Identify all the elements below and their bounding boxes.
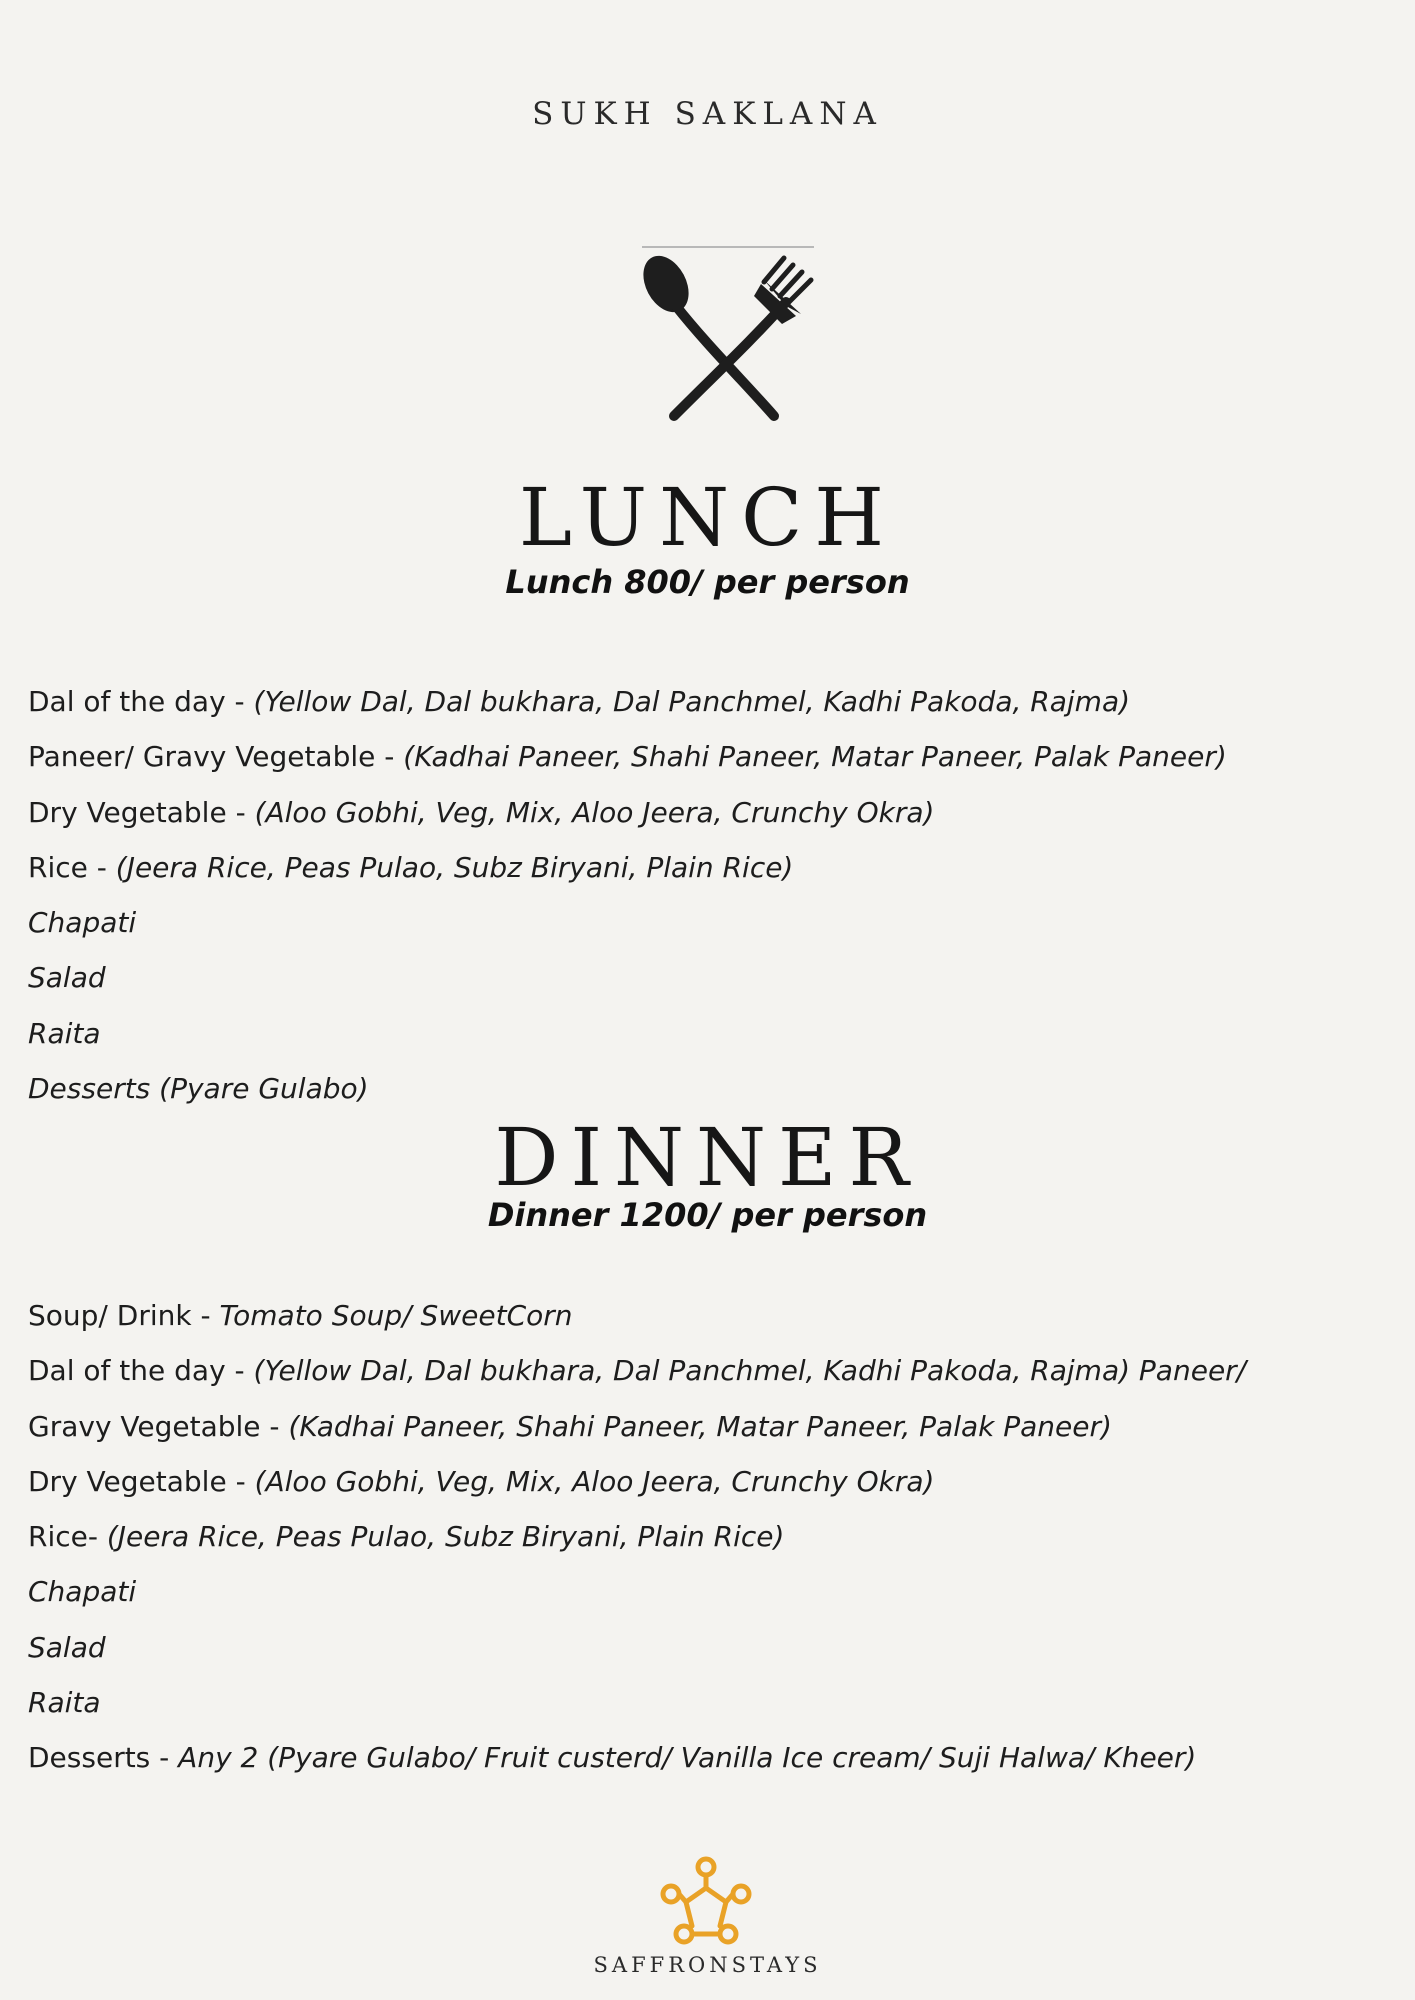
lunch-title: LUNCH — [518, 471, 897, 564]
list-item: Dal of the day - (Yellow Dal, Dal bukhara, Dal Panchmel, Kadhi Pakoda, Rajma) — [28, 685, 1131, 718]
dinner-title: DINNER — [494, 1111, 921, 1204]
list-item: Chapati — [28, 906, 137, 940]
list-item: Raita — [28, 1686, 101, 1720]
list-item: Dal of the day - (Yellow Dal, Dal bukhara, Dal Panchmel, Kadhi Pakoda, Rajma) Paneer/ — [28, 1354, 1247, 1388]
list-item: Rice- (Jeera Rice, Peas Pulao, Subz Biryani, Plain Rice) — [28, 1520, 785, 1554]
list-item: Paneer/ Gravy Vegetable - (Kadhai Paneer, Shahi Paneer, Matar Paneer, Palak Paneer) — [28, 740, 1227, 774]
saffronstays-logo-icon — [656, 1854, 756, 1950]
list-item: Desserts (Pyare Gulabo) — [28, 1072, 369, 1106]
lunch-menu-list — [28, 674, 1398, 1116]
list-item: Raita — [28, 1016, 101, 1050]
list-item: Dry Vegetable - (Aloo Gobhi, Veg, Mix, Aloo Jeera, Crunchy Okra) — [28, 1464, 935, 1498]
list-item: Salad — [28, 1630, 106, 1664]
list-item: Soup/ Drink - Tomato Soup/ SweetCorn — [28, 1299, 573, 1332]
list-item: Salad — [28, 961, 106, 995]
lunch-price: Lunch 800/ per person — [505, 563, 910, 601]
list-item: Chapati — [28, 1575, 137, 1609]
list-item: Gravy Vegetable - (Kadhai Paneer, Shahi Paneer, Matar Paneer, Palak Paneer) — [28, 1409, 1112, 1443]
list-item: Rice - (Jeera Rice, Peas Pulao, Subz Biryani, Plain Rice) — [28, 850, 794, 884]
spoon-fork-icon — [636, 244, 818, 424]
dinner-price: Dinner 1200/ per person — [487, 1196, 928, 1234]
dinner-menu-list — [28, 1288, 1398, 1786]
brand-name-bottom: SAFFRONSTAYS — [593, 1953, 822, 1977]
list-item: Dry Vegetable - (Aloo Gobhi, Veg, Mix, Aloo Jeera, Crunchy Okra) — [28, 795, 935, 829]
brand-name-top: SUKH SAKLANA — [532, 96, 883, 132]
list-item: Desserts - Any 2 (Pyare Gulabo/ Fruit custerd/ Vanilla Ice cream/ Suji Halwa/ Kheer) — [28, 1741, 1197, 1775]
